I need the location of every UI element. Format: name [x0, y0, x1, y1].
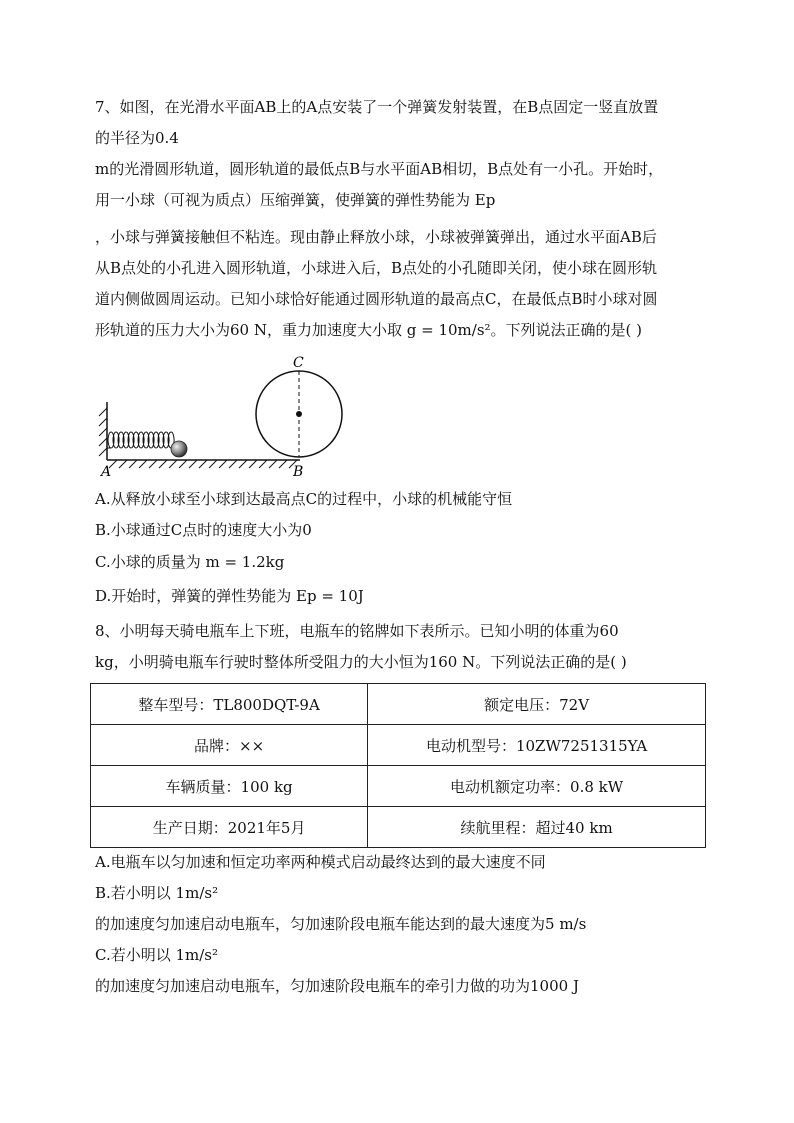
wall-hatching [99, 408, 107, 456]
table-cell: 电动机额定功率：0.8 kW [368, 766, 706, 807]
nameplate-table [90, 683, 706, 848]
q7-option-d: D.开始时，弹簧的弹性势能为 Ep = 10J [95, 587, 364, 605]
q7-option-b: B.小球通过C点时的速度大小为0 [95, 521, 312, 539]
table-cell: 品牌：×× [91, 725, 368, 766]
q7-line-7: 道内侧做圆周运动。已知小球恰好能通过圆形轨道的最高点C，在最低点B时小球对圆 [95, 290, 658, 308]
q8-option-c-cont: 的加速度匀加速启动电瓶车，匀加速阶段电瓶车的牵引力做的功为1000 J [95, 977, 579, 995]
table-cell: 整车型号：TL800DQT-9A [91, 684, 368, 725]
table-cell: 续航里程：超过40 km [368, 807, 706, 848]
q8-line-2: kg，小明骑电瓶车行驶时整体所受阻力的大小恒为160 N。下列说法正确的是( ) [95, 653, 627, 671]
q7-option-a: A.从释放小球至小球到达最高点C的过程中，小球的机械能守恒 [95, 490, 513, 508]
q7-line-3: m的光滑圆形轨道，圆形轨道的最低点B与水平面AB相切，B点处有一小孔。开始时， [95, 160, 664, 178]
q7-line-8: 形轨道的压力大小为60 N，重力加速度大小取 g = 10m/s²。下列说法正确的是( ) [95, 321, 643, 339]
q7-line-2: 的半径为0.4 [95, 129, 179, 147]
q8-option-b: B.若小明以 1m/s² [95, 884, 219, 902]
table-row [91, 766, 706, 807]
q7-option-c: C.小球的质量为 m = 1.2kg [95, 553, 285, 571]
table-cell: 车辆质量：100 kg [91, 766, 368, 807]
center-point [296, 411, 302, 417]
q7-line-6: 从B点处的小孔进入圆形轨道，小球进入后，B点处的小孔随即关闭，使小球在圆形轨 [95, 259, 658, 277]
q8-option-a: A.电瓶车以匀加速和恒定功率两种模式启动最终达到的最大速度不同 [95, 853, 546, 871]
q8-option-b-cont: 的加速度匀加速启动电瓶车，匀加速阶段电瓶车能达到的最大速度为5 m/s [95, 915, 587, 933]
table-row [91, 725, 706, 766]
spring-loop-diagram [95, 352, 355, 481]
ground-hatching [109, 460, 297, 468]
table-row [91, 807, 706, 848]
q7-line-5: ，小球与弹簧接触但不粘连。现由静止释放小球，小球被弹簧弹出，通过水平面AB后 [95, 228, 657, 246]
table-row [91, 684, 706, 725]
q7-line-4: 用一小球（可视为质点）压缩弹簧，使弹簧的弹性势能为 Ep [95, 191, 496, 209]
table-cell: 生产日期：2021年5月 [91, 807, 368, 848]
label-a: A [101, 464, 112, 477]
q7-line-1: 7、如图，在光滑水平面AB上的A点安装了一个弹簧发射装置，在B点固定一竖直放置 [95, 98, 659, 116]
label-c: C [293, 355, 304, 371]
label-b: B [293, 464, 304, 477]
q8-line-1: 8、小明每天骑电瓶车上下班，电瓶车的铭牌如下表所示。已知小明的体重为60 [95, 622, 619, 640]
q8-option-c: C.若小明以 1m/s² [95, 946, 219, 964]
table-cell: 额定电压：72V [368, 684, 706, 725]
table-cell: 电动机型号：10ZW7251315YA [368, 725, 706, 766]
spring [107, 432, 174, 448]
ball [171, 441, 187, 457]
